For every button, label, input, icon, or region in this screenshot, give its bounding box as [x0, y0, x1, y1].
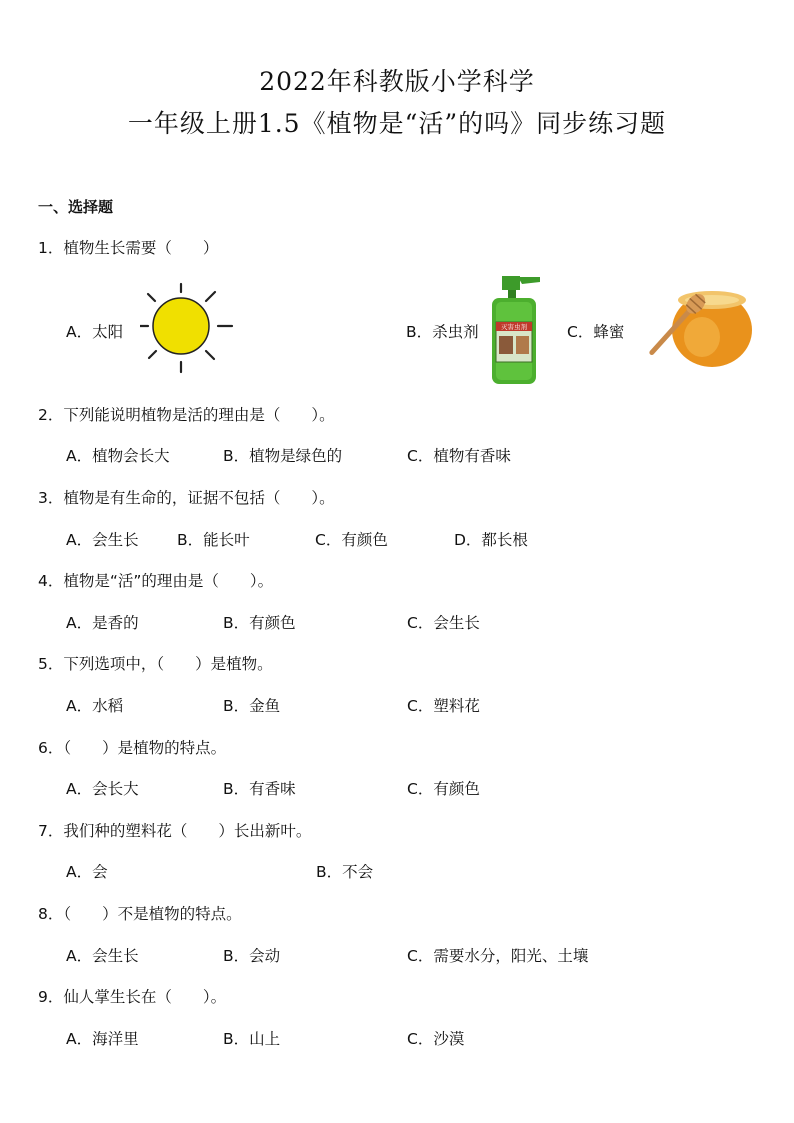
q5-option-b[interactable]: B．金鱼 [223, 697, 281, 715]
q6-option-b[interactable]: B．有香味 [223, 780, 296, 798]
spray-bottle-icon [488, 274, 542, 386]
question-2: 2．下列能说明植物是活的理由是（ ）。 [38, 406, 335, 424]
q7-option-a[interactable]: A．会 [66, 863, 108, 881]
q6-option-a[interactable]: A．会长大 [66, 780, 139, 798]
question-6: 6．（ ）是植物的特点。 [38, 739, 227, 757]
q3-option-c[interactable]: C．有颜色 [315, 531, 388, 549]
q3-option-b[interactable]: B．能长叶 [177, 531, 250, 549]
q5-option-c[interactable]: C．塑料花 [407, 697, 480, 715]
q9-option-c[interactable]: C．沙漠 [407, 1030, 465, 1048]
q5-option-a[interactable]: A．水稻 [66, 697, 124, 715]
q4-option-b[interactable]: B．有颜色 [223, 614, 296, 632]
honey-jar-icon [640, 282, 756, 374]
question-9: 9．仙人掌生长在（ ）。 [38, 988, 227, 1006]
q9-option-b[interactable]: B．山上 [223, 1030, 281, 1048]
question-5: 5．下列选项中，（ ）是植物。 [38, 655, 273, 673]
question-7: 7．我们种的塑料花（ ）长出新叶。 [38, 822, 312, 840]
question-3: 3．植物是有生命的，证据不包括（ ）。 [38, 489, 335, 507]
q6-option-c[interactable]: C．有颜色 [407, 780, 480, 798]
q2-option-a[interactable]: A．植物会长大 [66, 447, 170, 465]
question-8: 8．（ ）不是植物的特点。 [38, 905, 242, 923]
q8-option-a[interactable]: A．会生长 [66, 947, 139, 965]
title-line-2: 一年级上册1.5《植物是“活”的吗》同步练习题 [127, 109, 667, 138]
q3-option-a[interactable]: A．会生长 [66, 531, 139, 549]
q9-option-a[interactable]: A．海洋里 [66, 1030, 139, 1048]
spray-bottle-label: 灭害虫剂 [501, 323, 527, 331]
sun-icon [140, 282, 236, 376]
q1-option-b[interactable]: B．杀虫剂 [406, 323, 479, 341]
section-heading: 一、选择题 [38, 198, 114, 216]
q1-option-c[interactable]: C．蜂蜜 [567, 323, 625, 341]
question-4: 4．植物是“活”的理由是（ ）。 [38, 572, 274, 590]
q4-option-c[interactable]: C．会生长 [407, 614, 480, 632]
q4-option-a[interactable]: A．是香的 [66, 614, 139, 632]
q7-option-b[interactable]: B．不会 [316, 863, 374, 881]
q1-option-a[interactable]: A．太阳 [66, 323, 124, 341]
q8-option-b[interactable]: B．会动 [223, 947, 281, 965]
q3-option-d[interactable]: D．都长根 [454, 531, 528, 549]
question-1: 1．植物生长需要（ ） [38, 239, 219, 257]
q2-option-b[interactable]: B．植物是绿色的 [223, 447, 343, 465]
q2-option-c[interactable]: C．植物有香味 [407, 447, 511, 465]
q8-option-c[interactable]: C．需要水分，阳光、土壤 [407, 947, 589, 965]
title-line-1: 2022年科教版小学科学 [259, 67, 535, 96]
